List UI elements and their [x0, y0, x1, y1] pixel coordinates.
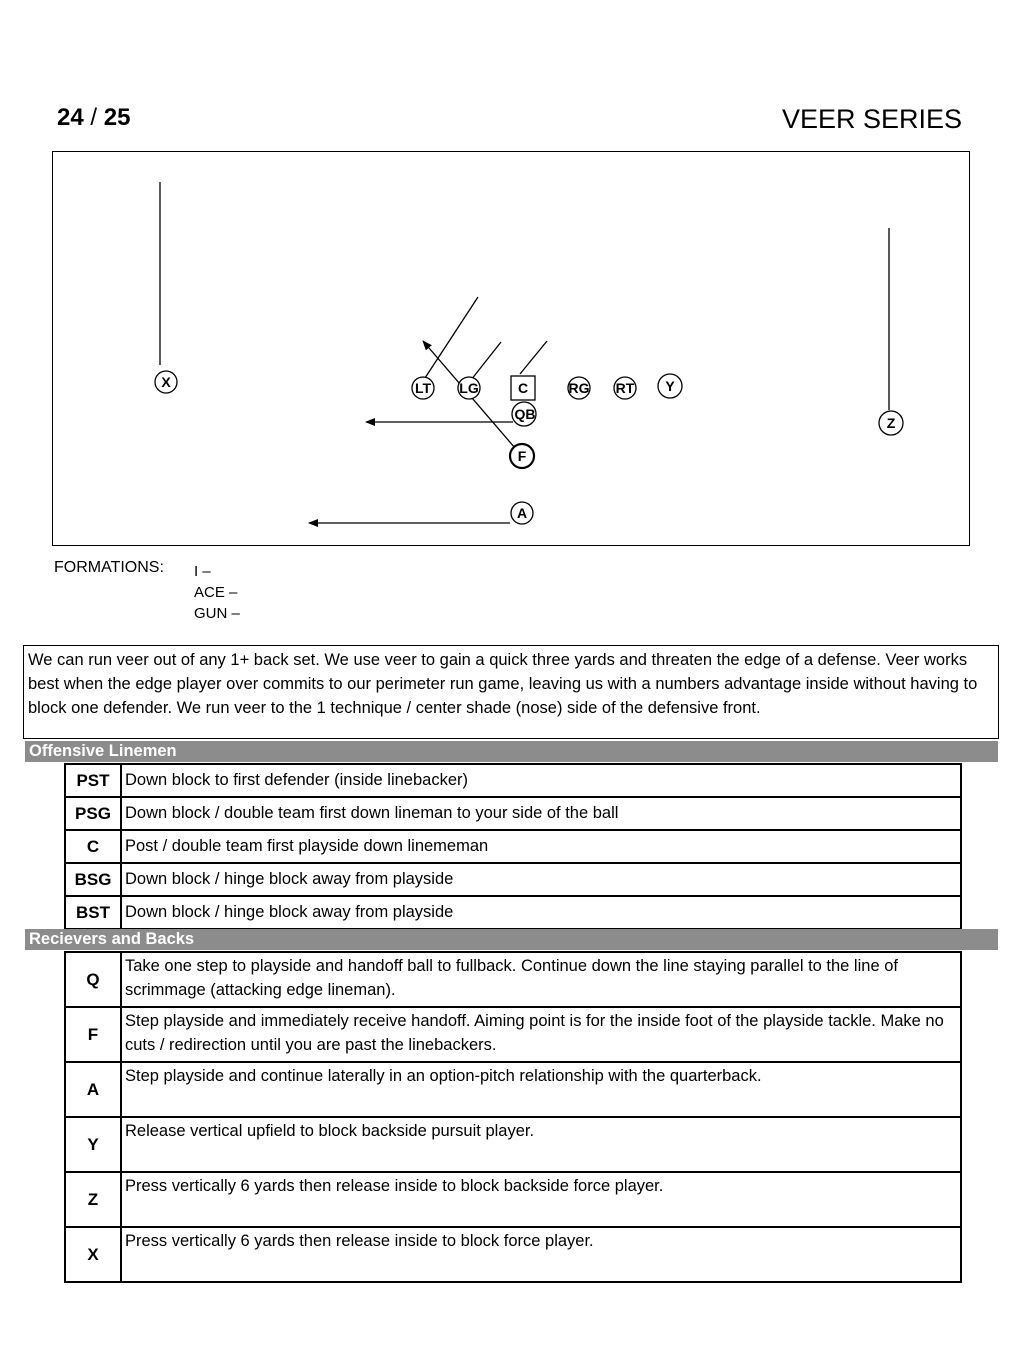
assignment-text: Take one step to playside and handoff ball to fullback. Continue down the line staying parallel to the line of scrimmage (attacking edge lineman). — [121, 952, 961, 1007]
player-lg — [458, 377, 480, 399]
player-rt-label: RT — [615, 380, 635, 396]
formations-label: FORMATIONS: — [54, 559, 164, 576]
page-separator: / — [90, 104, 98, 131]
position-code: Z — [65, 1172, 121, 1227]
position-code: X — [65, 1227, 121, 1282]
formation-item: GUN – — [194, 605, 240, 622]
formation-item: I – — [194, 563, 211, 580]
player-x-label: X — [161, 374, 171, 390]
position-code: Y — [65, 1117, 121, 1172]
player-z-label: Z — [886, 415, 896, 431]
assignment-text: Post / double team first playside down linememan — [121, 830, 961, 863]
table-row — [65, 1007, 961, 1062]
receivers-backs-header: Recievers and Backs — [25, 929, 998, 950]
formations-list — [194, 561, 240, 624]
table-row — [65, 863, 961, 896]
player-y-label: Y — [665, 378, 675, 394]
assignment-text: Press vertically 6 yards then release inside to block force player. — [121, 1227, 961, 1282]
player-rt — [614, 377, 636, 399]
player-c — [511, 376, 535, 400]
position-code: F — [65, 1007, 121, 1062]
table-row — [65, 952, 961, 1007]
player-rg-label: RG — [568, 380, 590, 396]
table-row — [65, 1227, 961, 1282]
table-row — [65, 1062, 961, 1117]
series-title: VEER SERIES — [781, 104, 962, 134]
table-row — [65, 830, 961, 863]
player-f-label: F — [517, 448, 527, 464]
assignment-text: Down block / hinge block away from playside — [121, 863, 961, 896]
player-lt — [412, 377, 434, 399]
page-current: 24 — [57, 104, 84, 131]
player-f — [510, 444, 534, 468]
assignment-text: Down block to first defender (inside linebacker) — [121, 764, 961, 797]
table-row — [65, 1172, 961, 1227]
assignment-text: Step playside and immediately receive handoff. Aiming point is for the inside foot of the playside tackle. Make no cuts / redirection until you are past the linebackers. — [121, 1007, 961, 1062]
assignment-text: Press vertically 6 yards then release inside to block backside force player. — [121, 1172, 961, 1227]
table-row — [65, 896, 961, 929]
play-diagram — [52, 151, 970, 546]
page-number — [57, 104, 130, 132]
position-code: BSG — [65, 863, 121, 896]
lg-block-line — [471, 342, 501, 380]
player-c-label: C — [517, 380, 529, 396]
player-qb — [512, 402, 536, 426]
assignment-text: Down block / double team first down lineman to your side of the ball — [121, 797, 961, 830]
position-code: Q — [65, 952, 121, 1007]
lt-block-line — [425, 297, 478, 378]
formation-item: ACE – — [194, 584, 238, 601]
offensive-linemen-table — [64, 763, 962, 930]
player-lt-label: LT — [414, 380, 432, 396]
player-x — [155, 371, 177, 393]
position-code: A — [65, 1062, 121, 1117]
play-diagram-canvas — [53, 152, 971, 547]
offensive-linemen-header: Offensive Linemen — [25, 741, 998, 762]
table-row — [65, 797, 961, 830]
position-code: C — [65, 830, 121, 863]
assignment-text: Step playside and continue laterally in an option-pitch relationship with the quarterback. — [121, 1062, 961, 1117]
receivers-backs-table — [64, 951, 962, 1283]
player-a-label: A — [516, 505, 528, 521]
player-y — [658, 374, 682, 398]
position-code: BST — [65, 896, 121, 929]
c-block-line — [520, 341, 547, 374]
player-lg-label: LG — [459, 380, 479, 396]
player-z — [879, 411, 903, 435]
table-row — [65, 764, 961, 797]
player-qb-label: QB — [514, 406, 536, 422]
assignment-text: Down block / hinge block away from playside — [121, 896, 961, 929]
position-code: PSG — [65, 797, 121, 830]
table-row — [65, 1117, 961, 1172]
assignment-text: Release vertical upfield to block backside pursuit player. — [121, 1117, 961, 1172]
position-code: PST — [65, 764, 121, 797]
play-description: We can run veer out of any 1+ back set. We use veer to gain a quick three yards and threaten the edge of a defense. Veer works best when the edge player over commits to our perimeter run game, leaving us with a numbers advantage inside without having to block one defender. We run veer to the 1 technique / center shade (nose) side of the defensive front. — [23, 645, 999, 739]
player-rg — [568, 377, 590, 399]
player-a — [511, 502, 533, 524]
page-total: 25 — [103, 104, 131, 131]
